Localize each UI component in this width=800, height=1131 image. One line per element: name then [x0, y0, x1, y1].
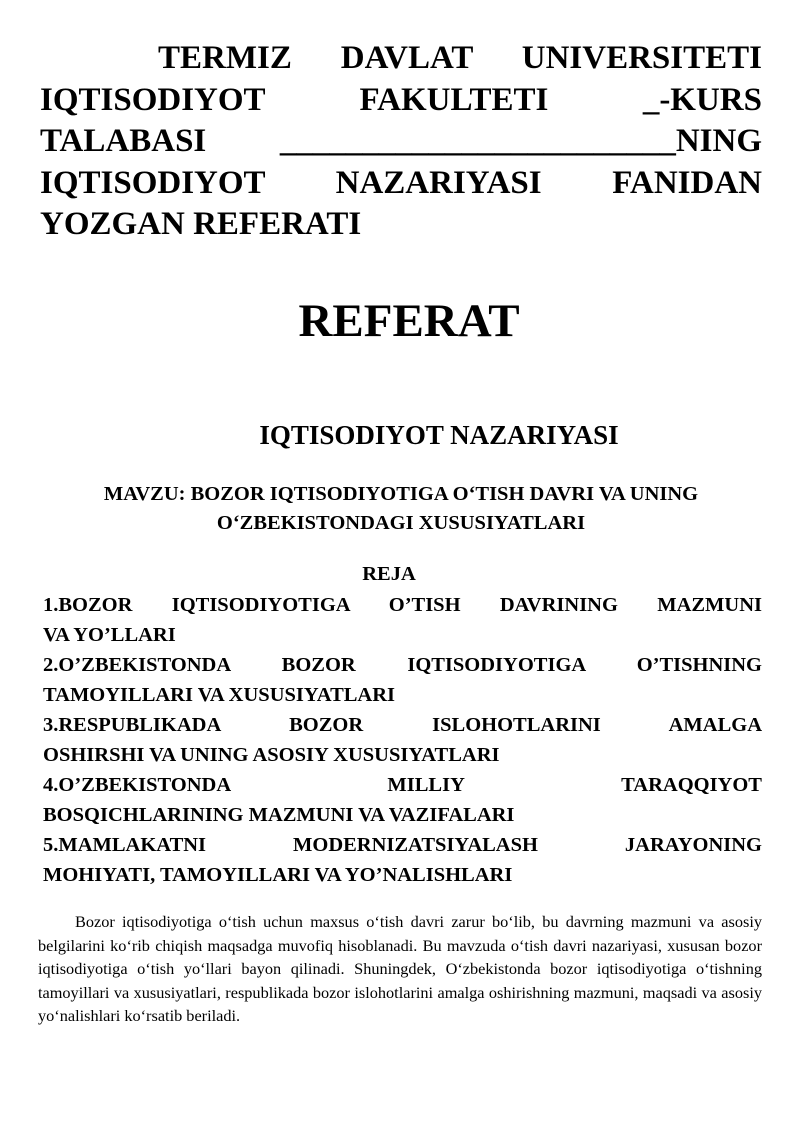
header-line: YOZGAN REFERATI	[40, 206, 362, 242]
topic-heading	[40, 480, 762, 538]
plan-line: TAMOYILLARI VA XUSUSIYATLARI	[43, 684, 396, 706]
intro-paragraph: Bozor iqtisodiyotiga o‘tish uchun maxsus o‘tish davri zarur bo‘lib, bu davrning mazmuni va asosiy belgilarini ko‘rib chiqish maqsadga muvofiq hisoblanadi. Bu mavzuda o‘tish davri nazariyasi, xususan bozor iqtisodiyotiga o‘tish yo‘llari bayon qilinadi. Shuningdek, O‘zbekistonda bozor iqtisodiyotiga o‘tishning tamoyillari va xususiyatlari, respublikada bozor islohotlarini amalga oshirishning mazmuni, maqsadi va asosiy yo‘nalishlari ko‘rsatib beriladi.	[38, 912, 762, 1025]
topic-line: MAVZU: BOZOR IQTISODIYOTIGA O‘TISH DAVRI VA UNING	[103, 483, 699, 505]
plan-line: BOSQICHLARINING MAZMUNI VA VAZIFALARI	[43, 804, 515, 826]
header-line: IQTISODIYOT NAZARIYASI FANIDAN	[40, 164, 762, 201]
header-line: TALABASI ________________________NING	[40, 123, 762, 159]
plan-list	[43, 590, 762, 890]
plan-line: 4.O’ZBEKISTONDA MILLIY TARAQQIYOT	[43, 774, 762, 796]
plan-line: VA YO’LLARI	[43, 624, 176, 646]
plan-line: 3.RESPUBLIKADA BOZOR ISLOHOTLARINI AMALGA	[43, 714, 762, 736]
header-line: TERMIZ DAVLAT UNIVERSITETI	[158, 40, 762, 76]
plan-line: 2.O’ZBEKISTONDA BOZOR IQTISODIYOTIGA O’TISHNING	[43, 654, 762, 676]
plan-line: 1.BOZOR IQTISODIYOTIGA O’TISH DAVRINING MAZMUNI	[43, 594, 762, 616]
document-title: REFERAT	[298, 295, 520, 347]
subject-heading: IQTISODIYOT NAZARIYASI	[259, 420, 619, 450]
topic-line: O‘ZBEKISTONDAGI XUSUSIYATLARI	[216, 512, 586, 534]
plan-line: MOHIYATI, TAMOYILLARI VA YO’NALISHLARI	[43, 864, 513, 886]
plan-line: 5.MAMLAKATNI MODERNIZATSIYALASH JARAYONING	[43, 834, 762, 856]
plan-line: OSHIRSHI VA UNING ASOSIY XUSUSIYATLARI	[43, 744, 500, 766]
university-header	[40, 38, 762, 246]
header-line: IQTISODIYOT FAKULTETI _-KURS	[40, 81, 762, 118]
plan-title: REJA	[362, 563, 416, 585]
